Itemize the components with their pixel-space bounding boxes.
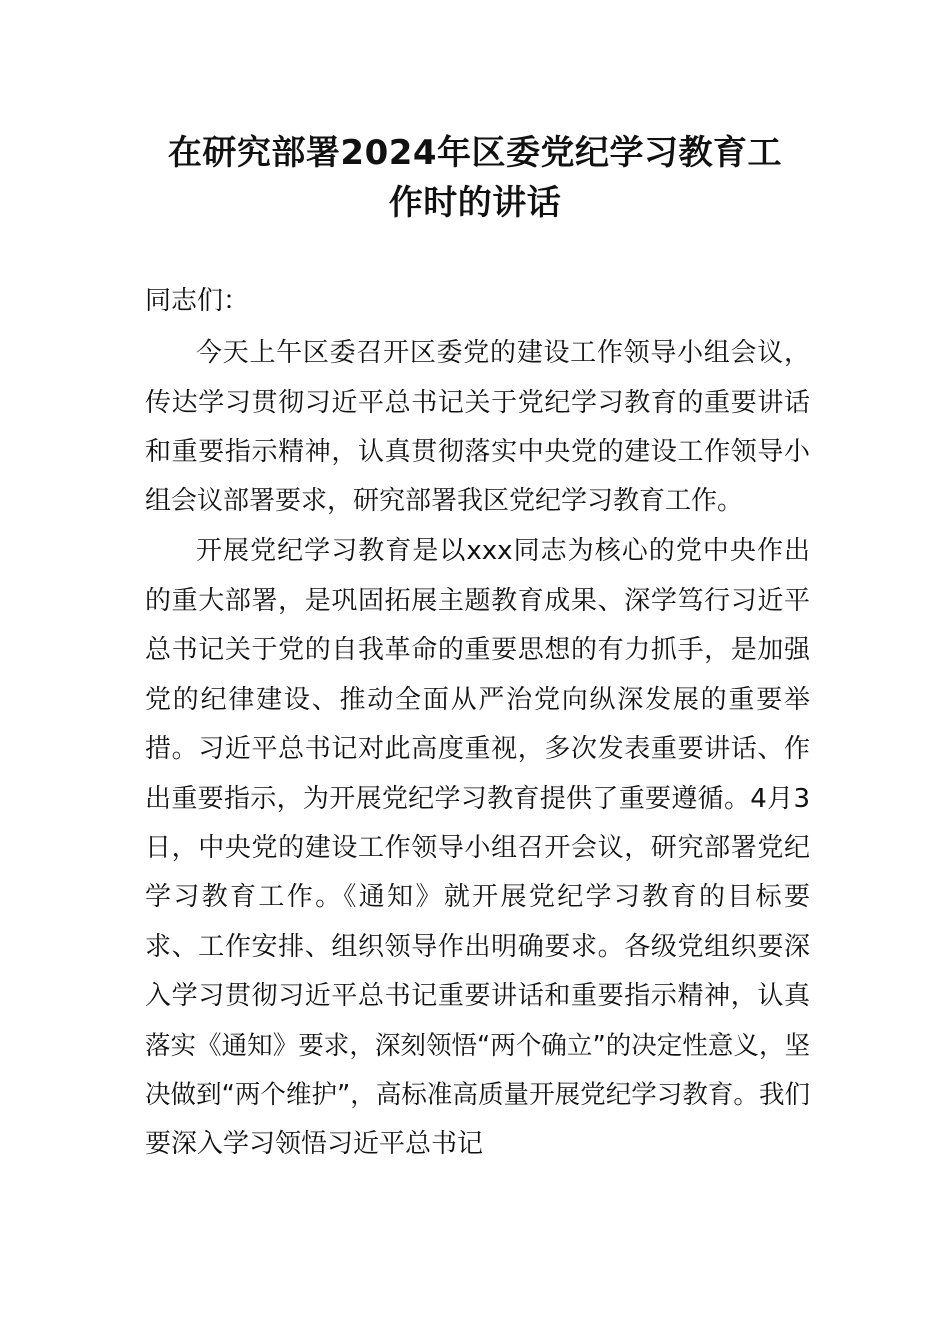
document-title-line-1: 在研究部署2024年区委党纪学习教育工 — [167, 133, 783, 173]
paragraph-line: 开展党纪学习教育是以xxx同志为核心的党中央作出 — [196, 536, 810, 566]
paragraph-line: 组会议部署要求，研究部署我区党纪学习教育工作。 — [145, 486, 744, 516]
paragraph-line: 日，中央党的建设工作领导小组召开会议，研究部署党纪 — [145, 833, 810, 863]
paragraph-line: 党的纪律建设、推动全面从严治党向纵深发展的重要举 — [145, 685, 810, 715]
salutation: 同志们： — [145, 286, 250, 316]
paragraph-line: 措。习近平总书记对此高度重视，多次发表重要讲话、作 — [145, 734, 810, 764]
paragraph-line: 求、工作安排、组织领导作出明确要求。各级党组织要深 — [145, 932, 810, 962]
paragraph-line: 落实《通知》要求，深刻领悟“两个确立”的决定性意义，坚 — [145, 1031, 810, 1061]
document-title-line-2: 作时的讲话 — [388, 183, 562, 223]
paragraph-line: 学习教育工作。《通知》就开展党纪学习教育的目标要 — [145, 882, 810, 912]
paragraph-line: 和重要指示精神，认真贯彻落实中央党的建设工作领导小 — [145, 437, 810, 467]
paragraph-line: 传达学习贯彻习近平总书记关于党纪学习教育的重要讲话 — [145, 388, 810, 418]
paragraph-line: 出重要指示，为开展党纪学习教育提供了重要遵循。4月3 — [145, 784, 810, 814]
paragraph-line: 决做到“两个维护”，高标准高质量开展党纪学习教育。我们 — [145, 1080, 810, 1110]
paragraph-line: 的重大部署，是巩固拓展主题教育成果、深学笃行习近平 — [145, 586, 810, 616]
paragraph-line: 总书记关于党的自我革命的重要思想的有力抓手，是加强 — [145, 635, 810, 665]
paragraph-line: 要深入学习领悟习近平总书记 — [145, 1129, 484, 1159]
paragraph-line: 入学习贯彻习近平总书记重要讲话和重要指示精神，认真 — [145, 981, 810, 1011]
paragraph-line: 今天上午区委召开区委党的建设工作领导小组会议， — [196, 338, 810, 368]
